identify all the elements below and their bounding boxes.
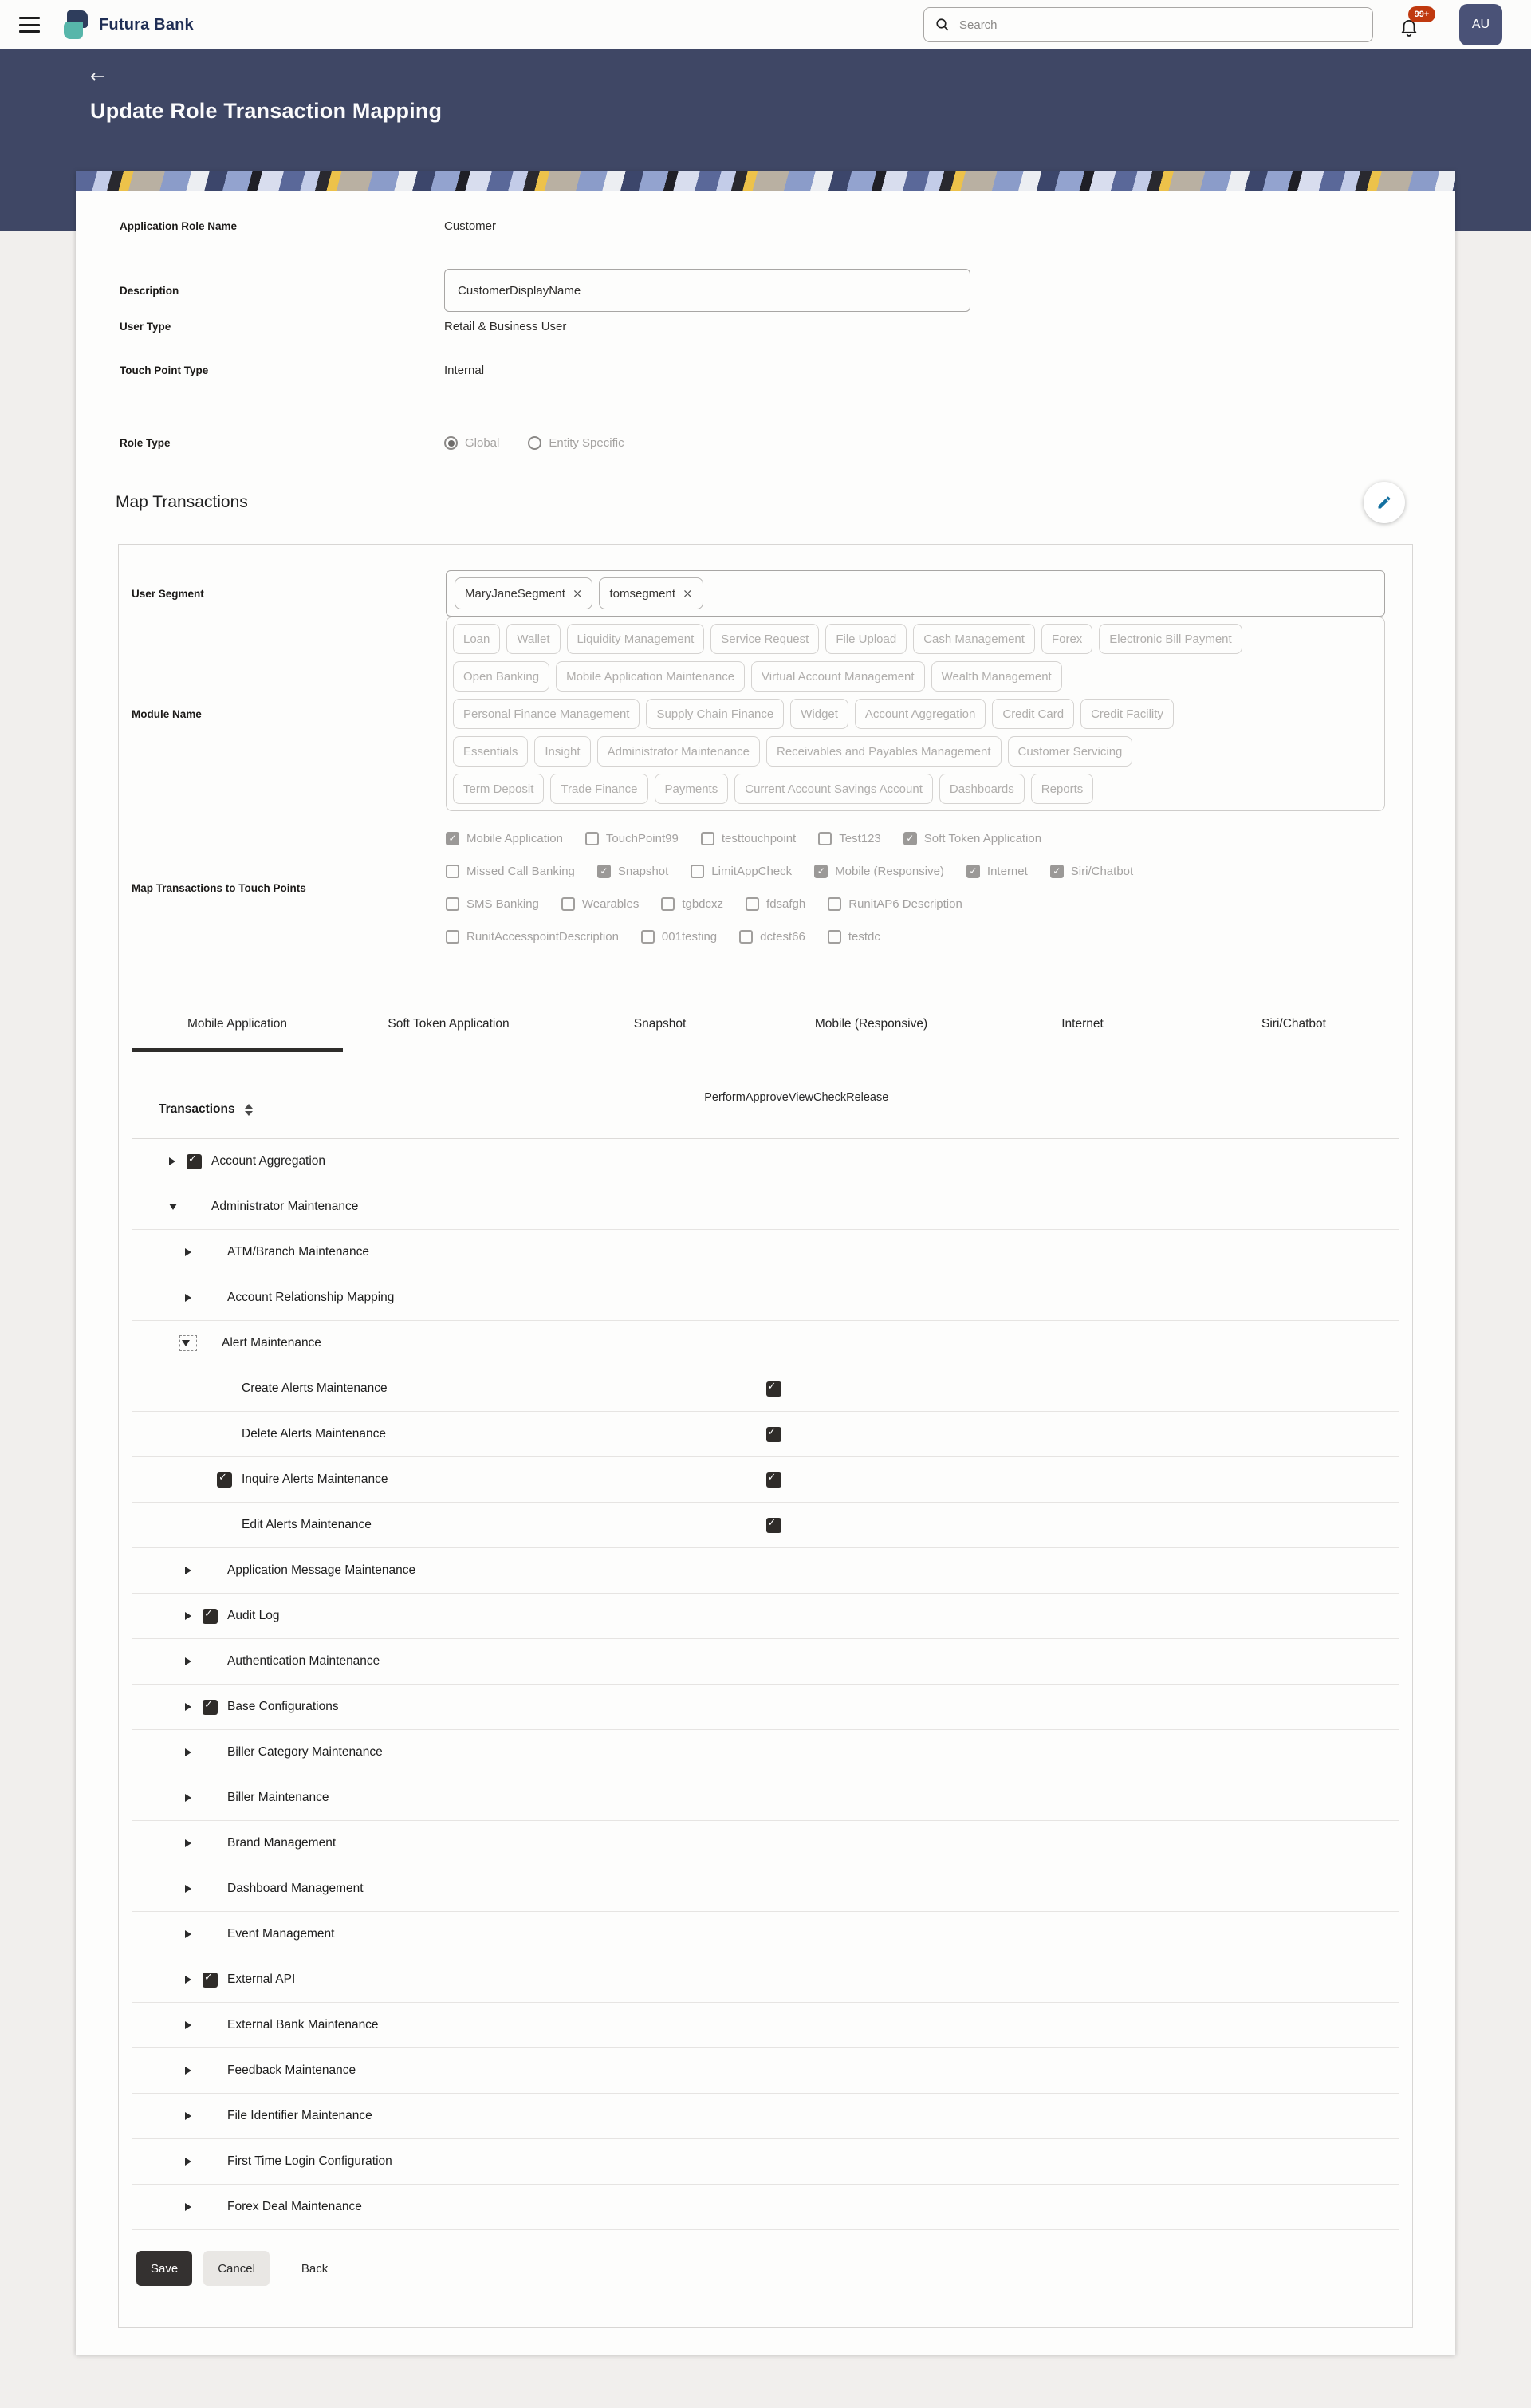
checkbox-icon [828,897,841,911]
radio-label: Global [465,436,500,450]
transaction-label: Brand Management [227,1836,337,1850]
chevron-right-icon [185,2158,191,2166]
permission-column-label: Check [813,1090,847,1104]
tree-row [132,1730,1399,1775]
tree-row [132,1184,1399,1230]
chevron-right-icon [185,2067,191,2075]
checkbox-icon [966,865,980,878]
expand-arrow[interactable] [185,2154,203,2170]
row-checkbox[interactable] [203,1563,218,1578]
perform-checkbox[interactable] [766,1381,781,1397]
map-transactions-panel [118,544,1413,2328]
touch-point-option [814,865,944,878]
radio-label: Entity Specific [549,436,624,450]
map-transactions-heading: Map Transactions [116,493,248,511]
row-checkbox[interactable] [203,1609,218,1624]
row-checkbox[interactable] [203,2154,218,2170]
module-chip: Insight [534,736,590,767]
transaction-label: Forex Deal Maintenance [227,2200,362,2213]
chevron-right-icon [185,1657,191,1665]
decorative-banner [76,171,1455,191]
touch-points-grid [446,832,1399,944]
row-checkbox[interactable] [203,1882,218,1897]
tree-row [132,2048,1399,2094]
transaction-label: Alert Maintenance [222,1336,321,1350]
expand-arrow[interactable] [185,1290,203,1306]
row-checkbox[interactable] [203,1927,218,1942]
transaction-label: Authentication Maintenance [227,1654,380,1668]
row-checkbox[interactable] [187,1154,202,1169]
row-checkbox[interactable] [203,2063,218,2079]
touch-point-type-label: Touch Point Type [120,365,209,376]
futura-bank-logo-icon [64,10,89,39]
content-card [76,171,1455,2355]
row-checkbox[interactable] [203,1745,218,1760]
touch-point-option-label: testtouchpoint [721,832,797,845]
module-chip: Account Aggregation [855,699,986,729]
touch-point-option [966,865,1028,878]
row-checkbox[interactable] [203,2109,218,2124]
transaction-label: ATM/Branch Maintenance [227,1245,370,1259]
touch-point-option [818,832,881,845]
touch-point-option [1050,865,1133,878]
search-input[interactable] [959,18,1361,32]
module-chip: Essentials [453,736,528,767]
module-chip: Reports [1031,774,1094,804]
touch-point-option-label: Internet [986,865,1028,878]
tree-row [132,1503,1399,1548]
transaction-label: Dashboard Management [227,1882,364,1895]
touch-point-option [641,930,717,944]
transactions-tree [132,1139,1399,2230]
transaction-label: Inquire Alerts Maintenance [242,1472,388,1486]
tree-row [132,1139,1399,1184]
menu-icon[interactable] [19,17,40,33]
transaction-label: Edit Alerts Maintenance [242,1518,372,1531]
tab[interactable]: Internet [1061,1017,1104,1031]
touch-point-tabs [132,1012,1399,1052]
module-chip: Dashboards [939,774,1025,804]
description-input[interactable] [444,269,970,312]
touch-point-option-label: testdc [848,930,880,944]
user-segment-label: User Segment [132,587,204,600]
tab[interactable]: Soft Token Application [388,1017,510,1031]
expand-arrow[interactable] [185,2063,203,2079]
touch-point-option [446,930,619,944]
radio-icon [444,436,458,450]
transaction-label: External API [227,1973,296,1986]
expand-arrow[interactable] [169,1199,187,1215]
touch-point-option-label: LimitAppCheck [711,865,793,878]
expand-arrow[interactable] [185,1744,203,1760]
module-chip: Credit Facility [1080,699,1174,729]
chevron-right-icon [185,1612,191,1620]
tree-row [132,1594,1399,1639]
chevron-down-icon [182,1340,190,1346]
touch-point-option-label: Siri/Chatbot [1070,865,1134,878]
module-chip: Cash Management [913,624,1035,654]
module-chip: Open Banking [453,661,549,692]
sort-icon[interactable] [245,1104,253,1116]
checkbox-icon [691,865,704,878]
permission-column-label: Approve [745,1090,789,1104]
touch-point-option-label: RunitAccesspointDescription [466,930,619,944]
row-checkbox[interactable] [217,1427,232,1442]
avatar[interactable]: AU [1459,4,1502,45]
checkbox-icon [746,897,759,911]
module-chip: Loan [453,624,500,654]
permission-column-header [746,1091,789,1129]
chevron-right-icon [185,1294,191,1302]
row-checkbox[interactable] [203,1791,218,1806]
permission-column-header [704,1091,746,1129]
module-chip: Customer Servicing [1008,736,1133,767]
tree-row [132,1412,1399,1457]
transaction-label: Biller Maintenance [227,1791,329,1804]
expand-arrow[interactable] [185,1653,203,1669]
touch-point-option [585,832,679,845]
module-chip: Term Deposit [453,774,544,804]
cancel-button[interactable]: Cancel [203,2251,270,2286]
row-checkbox[interactable] [203,1245,218,1260]
module-chip: Supply Chain Finance [646,699,784,729]
touch-point-option-label: Mobile (Responsive) [835,865,944,878]
touch-point-option-label: RunitAP6 Description [848,897,962,911]
transaction-label: Account Relationship Mapping [227,1291,395,1304]
select-all-checkbox[interactable] [822,1113,837,1129]
checkbox-icon [1050,865,1064,878]
expand-arrow[interactable] [185,1926,203,1942]
back-arrow-icon[interactable]: ← [90,67,105,87]
row-checkbox[interactable] [203,2018,218,2033]
touch-point-option [597,865,668,878]
row-checkbox[interactable] [203,2200,218,2215]
chevron-right-icon [185,1839,191,1847]
transactions-column-label: Transactions [159,1102,235,1116]
touch-point-option [446,832,563,845]
chevron-right-icon [185,1567,191,1574]
form-actions [132,2251,1399,2286]
transactions-table-header [132,1081,1399,1139]
touch-point-option-label: Mobile Application [466,832,563,845]
top-bar [0,0,1531,49]
tree-row [132,2185,1399,2230]
tree-row [132,1821,1399,1866]
expand-arrow[interactable] [185,2017,203,2033]
permission-column-label: Perform [704,1090,746,1104]
chip-label: tomsegment [609,586,676,601]
module-chip: Widget [790,699,848,729]
tree-row [132,2094,1399,2139]
touch-point-option-label: Snapshot [617,865,669,878]
touch-point-option-label: SMS Banking [466,897,539,911]
tree-row [132,2003,1399,2048]
tree-row [132,1230,1399,1275]
checkbox-icon [446,897,459,911]
module-chip: Service Request [710,624,819,654]
pencil-icon [1376,495,1392,510]
transaction-label: Administrator Maintenance [211,1200,359,1213]
tree-row [132,1366,1399,1412]
expand-arrow[interactable] [169,1153,187,1169]
module-chip: Payments [655,774,729,804]
checkbox-icon [903,832,917,845]
expand-arrow[interactable] [185,1881,203,1897]
module-chip: Wallet [506,624,560,654]
transaction-label: Biller Category Maintenance [227,1745,383,1759]
checkbox-icon [446,832,459,845]
tree-row [132,1866,1399,1912]
perform-checkbox[interactable] [766,1518,781,1533]
checkbox-icon [597,865,611,878]
tree-row [132,1639,1399,1685]
touch-point-type-value: Internal [444,364,485,377]
touch-point-option [746,897,805,911]
chevron-right-icon [185,1885,191,1893]
touch-point-option-label: TouchPoint99 [605,832,679,845]
user-type-label: User Type [120,321,171,333]
select-all-checkbox[interactable] [793,1113,809,1129]
touch-point-option-label: Missed Call Banking [466,865,575,878]
touch-point-option [691,865,792,878]
expand-arrow[interactable] [179,1335,197,1351]
touch-point-option [739,930,805,944]
touch-points-label: Map Transactions to Touch Points [132,881,306,894]
notification-badge: 99+ [1408,6,1435,22]
chevron-right-icon [185,2021,191,2029]
module-chip: Wealth Management [931,661,1062,692]
row-checkbox[interactable] [203,1836,218,1851]
perform-checkbox[interactable] [766,1427,781,1442]
checkbox-icon [446,930,459,944]
transaction-label: Delete Alerts Maintenance [242,1427,386,1440]
user-segment-chip [455,577,592,609]
tree-row [132,1957,1399,2003]
touch-point-option [446,865,575,878]
touch-point-option-label: Soft Token Application [923,832,1042,845]
transaction-label: Feedback Maintenance [227,2063,356,2077]
tree-row [132,1912,1399,1957]
checkbox-icon [446,865,459,878]
transaction-label: First Time Login Configuration [227,2154,392,2168]
chevron-right-icon [185,1248,191,1256]
role-type-option [444,436,499,450]
module-chip: Receivables and Payables Management [766,736,1002,767]
checkbox-icon [828,930,841,944]
checkbox-icon [561,897,575,911]
transaction-label: Base Configurations [227,1700,339,1713]
chevron-right-icon [185,2203,191,2211]
transaction-label: Create Alerts Maintenance [242,1381,388,1395]
row-checkbox[interactable] [203,1291,218,1306]
module-chip: Liquidity Management [567,624,705,654]
application-role-name-value: Customer [444,219,497,233]
remove-chip-icon[interactable]: × [683,586,693,601]
search-box[interactable] [923,7,1373,42]
module-chip: Trade Finance [550,774,647,804]
row-checkbox[interactable] [217,1381,232,1397]
module-name-box [446,617,1385,811]
chevron-right-icon [169,1157,175,1165]
touch-point-option-label: fdsafgh [766,897,806,911]
module-chip: Mobile Application Maintenance [556,661,745,692]
tree-row [132,1685,1399,1730]
role-summary [76,219,1455,450]
expand-arrow[interactable] [185,1835,203,1851]
tab[interactable]: Snapshot [633,1017,687,1031]
transaction-label: Account Aggregation [211,1154,326,1168]
expand-arrow[interactable] [185,1972,203,1988]
select-all-checkbox[interactable] [860,1113,875,1129]
remove-chip-icon[interactable]: × [572,586,583,601]
expand-arrow[interactable] [185,1699,203,1715]
edit-button[interactable] [1364,482,1405,523]
select-all-checkbox[interactable] [718,1113,733,1129]
brand-name: Futura Bank [99,15,194,33]
touch-point-option-label: Wearables [581,897,640,911]
row-checkbox[interactable] [187,1200,202,1215]
transaction-label: Event Management [227,1927,335,1941]
module-chip: File Upload [825,624,907,654]
transaction-label: Audit Log [227,1609,280,1622]
tree-row [132,1775,1399,1821]
tree-row [132,1275,1399,1321]
back-button[interactable]: Back [297,2251,333,2286]
touch-point-option [828,897,962,911]
chip-label: MaryJaneSegment [465,586,565,601]
tree-row [132,1321,1399,1366]
chevron-right-icon [185,2112,191,2120]
row-checkbox[interactable] [203,1654,218,1669]
module-name-label: Module Name [132,707,202,720]
tree-row [132,1548,1399,1594]
application-role-name-label: Application Role Name [120,220,238,232]
touch-point-option [661,897,723,911]
role-type-option [528,436,624,450]
touch-point-option [828,930,880,944]
row-checkbox[interactable] [217,1518,232,1533]
transaction-label: File Identifier Maintenance [227,2109,372,2122]
perform-checkbox[interactable] [766,1472,781,1488]
role-type-radio-group [444,436,1411,450]
chevron-right-icon [185,1976,191,1984]
checkbox-icon [814,865,828,878]
touch-point-option [701,832,796,845]
touch-point-option [561,897,639,911]
tree-row [132,2139,1399,2185]
description-label: Description [120,284,179,297]
notifications-button[interactable] [1397,10,1434,41]
chevron-right-icon [185,1930,191,1938]
touch-point-option-label: 001testing [661,930,718,944]
touch-point-option-label: tgbdcxz [682,897,724,911]
tree-row [132,1457,1399,1503]
page-title: Update Role Transaction Mapping [90,99,443,123]
permission-column-header [846,1091,888,1129]
checkbox-icon [641,930,655,944]
row-checkbox[interactable] [217,1472,232,1488]
transaction-label: Application Message Maintenance [227,1563,416,1577]
expand-arrow[interactable] [185,1563,203,1578]
chevron-down-icon [169,1204,177,1210]
permission-column-header [813,1091,846,1129]
approve-checkbox[interactable] [909,1427,924,1442]
chevron-right-icon [185,1703,191,1711]
module-chip: Virtual Account Management [751,661,925,692]
select-all-checkbox[interactable] [759,1113,774,1129]
module-chip: Administrator Maintenance [597,736,760,767]
module-chip: Current Account Savings Account [734,774,933,804]
tab[interactable]: Mobile Application [132,1012,343,1052]
expand-arrow[interactable] [185,2108,203,2124]
checkbox-icon [585,832,599,845]
touch-point-option-label: dctest66 [760,930,805,944]
user-segment-chip [599,577,703,609]
module-chip: Forex [1041,624,1092,654]
search-icon [935,18,950,32]
checkbox-icon [739,930,753,944]
checkbox-icon [661,897,675,911]
row-checkbox[interactable] [197,1336,212,1351]
permission-column-label: View [788,1090,813,1104]
tab[interactable]: Siri/Chatbot [1261,1017,1326,1031]
checkbox-icon [818,832,832,845]
module-chip: Electronic Bill Payment [1099,624,1242,654]
touch-point-option [903,832,1041,845]
row-checkbox[interactable] [203,1700,218,1715]
chevron-right-icon [185,1794,191,1802]
expand-arrow[interactable] [185,1244,203,1260]
module-chip: Credit Card [992,699,1074,729]
approve-checkbox[interactable] [909,1518,924,1533]
transaction-label: External Bank Maintenance [227,2018,379,2032]
approve-checkbox[interactable] [909,1381,924,1397]
chevron-right-icon [185,1748,191,1756]
tab[interactable]: Mobile (Responsive) [814,1017,928,1031]
role-type-label: Role Type [120,437,171,449]
row-checkbox[interactable] [203,1973,218,1988]
radio-icon [528,436,541,450]
user-segment-input[interactable] [446,570,1385,617]
module-chip: Personal Finance Management [453,699,640,729]
save-button[interactable]: Save [136,2251,192,2286]
checkbox-icon [701,832,714,845]
expand-arrow[interactable] [185,1790,203,1806]
expand-arrow[interactable] [185,1608,203,1624]
user-type-value: Retail & Business User [444,320,567,333]
expand-arrow[interactable] [185,2199,203,2215]
permission-column-label: Release [846,1090,889,1104]
touch-point-option-label: Test123 [839,832,881,845]
touch-point-option [446,897,539,911]
permission-column-header [789,1091,813,1129]
